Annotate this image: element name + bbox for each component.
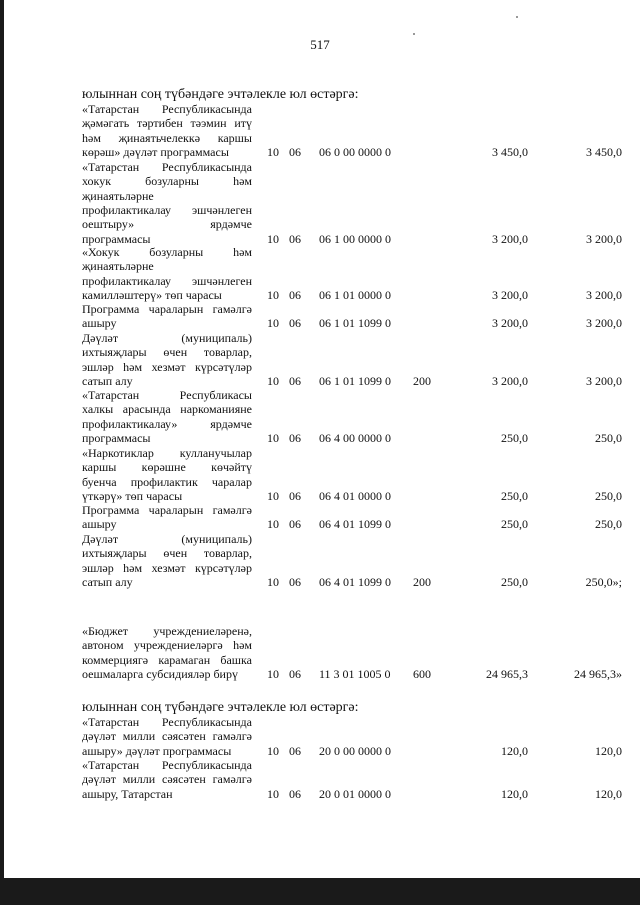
target-article-code: 06 4 01 1099 0 [319,574,391,589]
subsection-code: 06 [289,743,301,758]
target-article-code: 06 1 01 1099 0 [319,316,391,331]
item-name-line: программасы [82,231,151,246]
item-name-line: эшләр һәм хезмәт күрсәтүләр [82,560,252,575]
item-name-line: Дәүләт (муниципаль) [82,532,252,546]
item-name-line: «Татарстан Республикасында [82,102,252,116]
amount-total: 250,0»; [585,574,622,589]
section-code: 10 [267,743,279,758]
section-code: 10 [267,373,279,388]
item-name-line: эшләр һәм хезмәт күрсәтүләр [82,359,252,374]
item-name-line: профилактикалау эшчәнлеген [82,273,252,288]
item-name-line: профилактикалау» ярдәмче [82,416,252,431]
target-article-code: 20 0 00 0000 0 [319,743,391,758]
scan-left-edge [0,0,4,905]
amount-total: 250,0 [595,488,622,503]
item-name-line: программасы [82,430,151,445]
item-name-line: көрәш» дәүләт программасы [82,144,229,159]
item-name-line: Программа чараларын гамәлгә [82,503,252,517]
item-name-line: «Татарстан Республикасында [82,715,252,729]
section-code: 10 [267,786,279,801]
item-name-line: «Татарстан Республикасы [82,388,252,402]
item-name-line: җәмәгать тәртибен тәэмин итү [82,116,252,131]
item-name-line: ашыру [82,517,117,532]
subsection-code: 06 [289,430,301,445]
item-name-line: Программа чараларын гамәлгә [82,302,252,316]
subsection-code: 06 [289,231,301,246]
amount: 3 200,0 [492,316,528,331]
item-name-line: «Татарстан Республикасында [82,758,252,772]
section-code: 10 [267,287,279,302]
item-name-line: халкы арасында наркоманияне [82,402,252,417]
item-name-line: ихтыяҗлары өчен товарлар, [82,345,252,360]
subsection-code: 06 [289,488,301,503]
target-article-code: 06 1 01 0000 0 [319,287,391,302]
target-article-code: 20 0 01 0000 0 [319,786,391,801]
expense-type-code: 200 [413,373,431,388]
item-name-line: ашыру, Татарстан [82,786,173,801]
item-name-line: «Наркотиклар кулланучылар [82,446,252,460]
item-name-line: автоном учреждениеләргә һәм [82,638,252,653]
section-code: 10 [267,574,279,589]
subsection-code: 06 [289,574,301,589]
item-name-line: хокук бозуларны һәм [82,174,252,189]
amount: 120,0 [501,743,528,758]
target-article-code: 06 4 01 0000 0 [319,488,391,503]
amount-total: 120,0 [595,786,622,801]
item-name-line: Дәүләт (муниципаль) [82,331,252,345]
target-article-code: 11 3 01 1005 0 [319,666,391,681]
amount: 250,0 [501,430,528,445]
item-name-line: үткәрү» төп чарасы [82,488,183,503]
target-article-code: 06 1 01 1099 0 [319,373,391,388]
subsection-code: 06 [289,786,301,801]
expense-type-code: 600 [413,666,431,681]
amount: 3 200,0 [492,231,528,246]
section-code: 10 [267,430,279,445]
section-code: 10 [267,144,279,159]
item-name-line: профилактикалау эшчәнлеген [82,202,252,217]
item-name-line: ашыру» дәүләт программасы [82,743,232,758]
intro-text: юлыннан соң түбәндәге эчтәлекле юл өстәргә: [82,87,359,102]
amount: 24 965,3 [486,666,528,681]
amount: 120,0 [501,786,528,801]
section-code: 10 [267,517,279,532]
item-name-line: һәм җинаятьчелеккә каршы [82,130,252,145]
amount: 250,0 [501,488,528,503]
amount: 3 200,0 [492,287,528,302]
amount-total: 3 200,0 [586,373,622,388]
target-article-code: 06 4 00 0000 0 [319,430,391,445]
scan-speck [516,16,518,18]
item-name-line: «Татарстан Республикасында [82,160,252,174]
subsection-code: 06 [289,373,301,388]
subsection-code: 06 [289,316,301,331]
subsection-code: 06 [289,287,301,302]
item-name-line: җинаятьләрне [82,259,154,274]
item-name-line: ихтыяҗлары өчен товарлар, [82,546,252,561]
amount: 250,0 [501,574,528,589]
item-name-line: ашыру [82,316,117,331]
intro-text: юлыннан соң түбәндәге эчтәлекле юл өстәргә: [82,700,359,715]
scan-bottom-edge [0,878,640,905]
section-code: 10 [267,316,279,331]
item-name-line: оештыру» ярдәмче [82,217,252,232]
section-code: 10 [267,488,279,503]
scan-speck [413,33,415,35]
amount: 3 200,0 [492,373,528,388]
expense-type-code: 200 [413,574,431,589]
target-article-code: 06 4 01 1099 0 [319,517,391,532]
amount-total: 250,0 [595,517,622,532]
section-code: 10 [267,231,279,246]
item-name-line: «Хокук бозуларны һәм [82,245,252,259]
subsection-code: 06 [289,517,301,532]
item-name-line: сатып алу [82,373,133,388]
item-name-line: дәүләт милли сәясәтен гамәлгә [82,772,252,787]
item-name-line: «Бюджет учреждениеләренә, [82,624,252,638]
subsection-code: 06 [289,666,301,681]
amount-total: 3 450,0 [586,144,622,159]
item-name-line: камилләштерү» төп чарасы [82,287,222,302]
item-name-line: җинаятьләрне [82,188,154,203]
amount-total: 3 200,0 [586,231,622,246]
item-name-line: сатып алу [82,574,133,589]
amount-total: 3 200,0 [586,316,622,331]
amount: 3 450,0 [492,144,528,159]
subsection-code: 06 [289,144,301,159]
item-name-line: каршы көрәшне көчәйтү [82,460,252,475]
item-name-line: дәүләт милли сәясәтен гамәлгә [82,729,252,744]
section-code: 10 [267,666,279,681]
item-name-line: буенча профилактик чаралар [82,474,252,489]
target-article-code: 06 1 00 0000 0 [319,231,391,246]
amount: 250,0 [501,517,528,532]
target-article-code: 06 0 00 0000 0 [319,144,391,159]
item-name-line: коммерциягә карамаган башка [82,652,252,667]
item-name-line: оешмаларга субсидияләр бирү [82,666,238,681]
page-number: 517 [310,37,330,52]
amount-total: 250,0 [595,430,622,445]
amount-total: 120,0 [595,743,622,758]
amount-total: 24 965,3» [574,666,622,681]
amount-total: 3 200,0 [586,287,622,302]
